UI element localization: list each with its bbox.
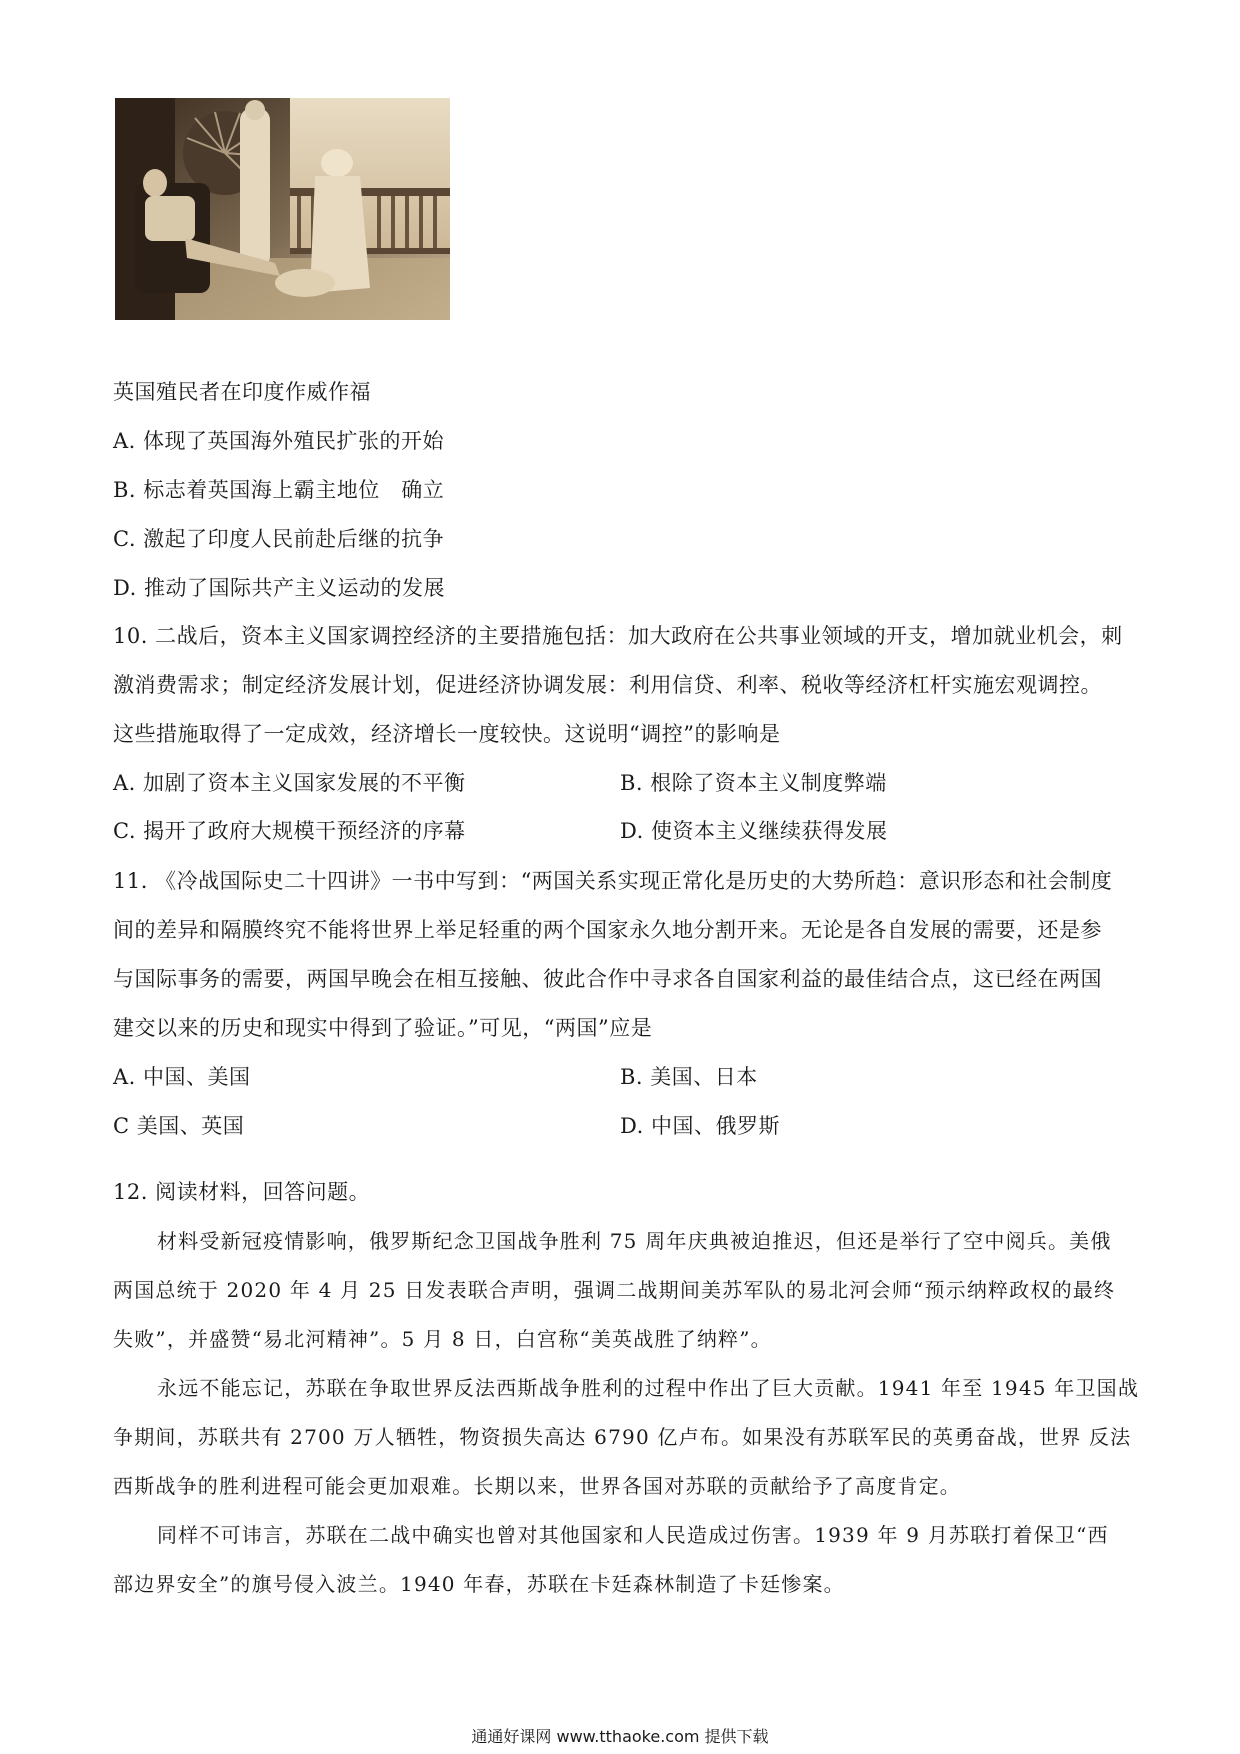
q12-material-3-line-1: 同样不可讳言，苏联在二战中确实也曾对其他国家和人民造成过伤害。1939 年 9 月苏联打着保卫“西: [157, 1523, 1109, 1547]
page-footer: 通通好课网 www.tthaoke.com 提供下载: [471, 1727, 769, 1746]
q10-stem-line-2: 激消费需求；制定经济发展计划，促进经济协调发展：利用信贷、利率、税收等经济杠杆实施宏观调控。: [113, 673, 1102, 697]
q12-material-3-line-2: 部边界安全”的旗号侵入波兰。1940 年春，苏联在卡廷森林制造了卡廷惨案。: [113, 1572, 845, 1596]
q11-option-c: C 美国、英国: [113, 1114, 245, 1138]
q9-option-d: D. 推动了国际共产主义运动的发展: [113, 576, 445, 600]
q12-material-1-line-1: 材料受新冠疫情影响，俄罗斯纪念卫国战争胜利 75 周年庆典被迫推迟，但还是举行了空中阅兵。美俄: [157, 1229, 1112, 1253]
q10-option-a: A. 加剧了资本主义国家发展的不平衡: [113, 771, 466, 795]
q11-option-b: B. 美国、日本: [620, 1065, 758, 1089]
q11-stem-line-2: 间的差异和隔膜终究不能将世界上举足轻重的两个国家永久地分割开来。无论是各自发展的需要，还是参: [113, 918, 1102, 942]
q9-option-c: C. 激起了印度人民前赴后继的抗争: [113, 527, 445, 551]
q10-stem-line-3: 这些措施取得了一定成效，经济增长一度较快。这说明“调控”的影响是: [113, 722, 781, 746]
q9-option-a: A. 体现了英国海外殖民扩张的开始: [113, 429, 445, 453]
q9-option-b: B. 标志着英国海上霸主地位 确立: [113, 478, 445, 502]
q11-option-d: D. 中国、俄罗斯: [620, 1114, 780, 1138]
q10-stem-line-1: 10. 二战后，资本主义国家调控经济的主要措施包括：加大政府在公共事业领域的开支，增加就业机会，刺: [113, 624, 1123, 648]
figure-caption: 英国殖民者在印度作威作福: [113, 380, 371, 404]
q12-material-1-line-3: 失败”，并盛赞“易北河精神”。5 月 8 日，白宫称“美英战胜了纳粹”。: [113, 1327, 772, 1351]
q11-stem-line-1: 11. 《冷战国际史二十四讲》一书中写到：“两国关系实现正常化是历史的大势所趋：意识形态和社会制度: [113, 869, 1113, 893]
q12-material-2-line-2: 争期间，苏联共有 2700 万人牺牲，物资损失高达 6790 亿卢布。如果没有苏联军民的英勇奋战，世界 反法: [113, 1425, 1132, 1449]
historical-photo: [115, 98, 450, 320]
q10-option-d: D. 使资本主义继续获得发展: [620, 819, 888, 843]
q12-stem: 12. 阅读材料，回答问题。: [113, 1180, 371, 1204]
q11-option-a: A. 中国、美国: [113, 1065, 251, 1089]
q12-material-2-line-3: 西斯战争的胜利进程可能会更加艰难。长期以来，世界各国对苏联的贡献给予了高度肯定。: [113, 1474, 961, 1498]
q10-option-c: C. 揭开了政府大规模干预经济的序幕: [113, 819, 466, 843]
q10-option-b: B. 根除了资本主义制度弊端: [620, 771, 887, 795]
q11-stem-line-3: 与国际事务的需要，两国早晚会在相互接触、彼此合作中寻求各自国家利益的最佳结合点，这已经在两国: [113, 967, 1102, 991]
q12-material-2-line-1: 永远不能忘记，苏联在争取世界反法西斯战争胜利的过程中作出了巨大贡献。1941 年至 1945 年卫国战: [157, 1376, 1140, 1400]
q12-material-1-line-2: 两国总统于 2020 年 4 月 25 日发表联合声明，强调二战期间美苏军队的易北河会师“预示纳粹政权的最终: [113, 1278, 1116, 1302]
q11-stem-line-4: 建交以来的历史和现实中得到了验证。”可见，“两国”应是: [113, 1016, 653, 1040]
